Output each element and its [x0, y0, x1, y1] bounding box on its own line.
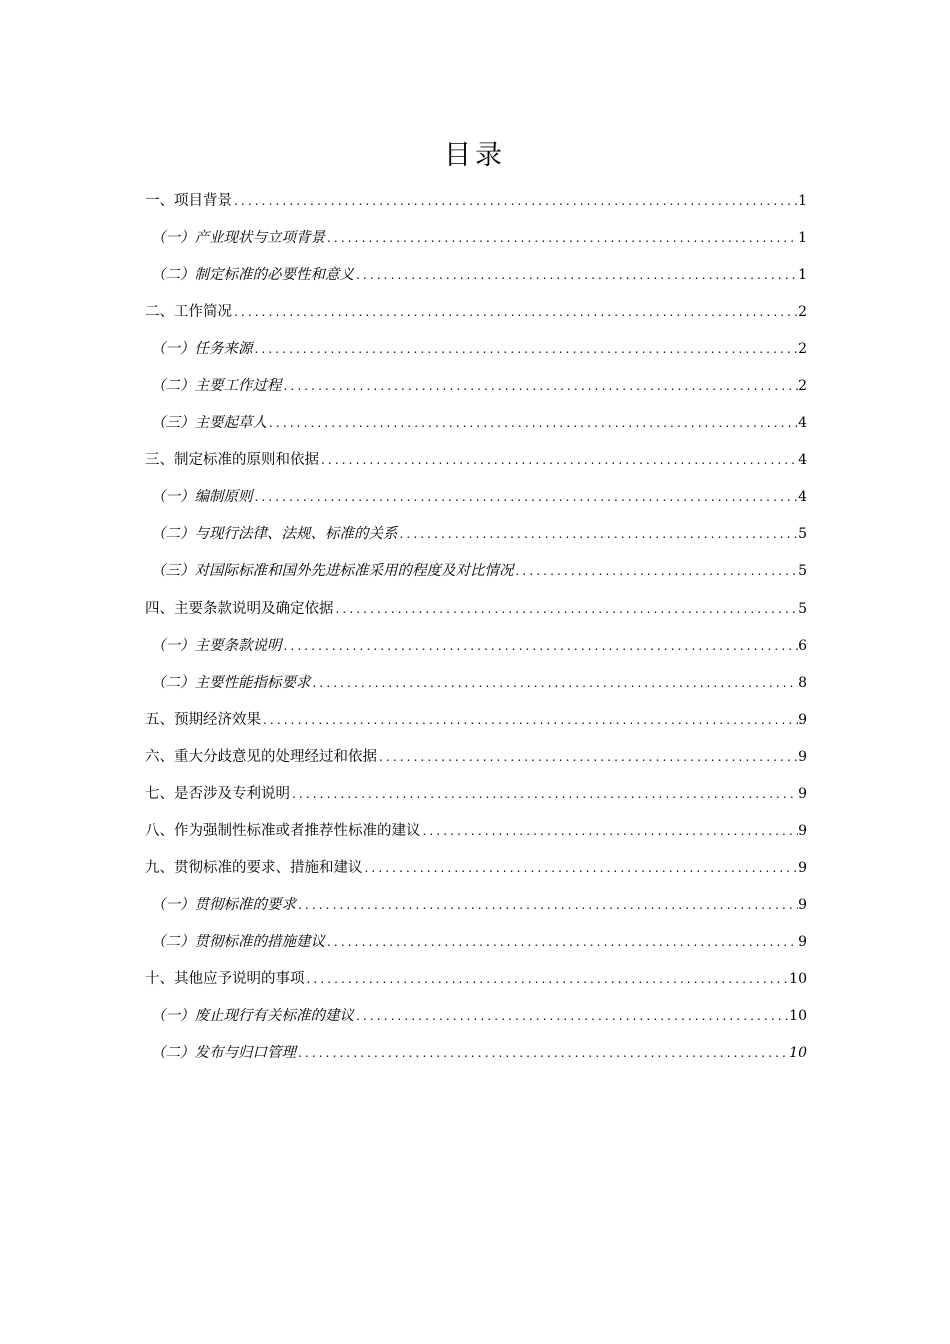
toc-entry[interactable] [145, 294, 807, 331]
toc-entry[interactable] [145, 665, 807, 702]
dot-leader [325, 220, 798, 257]
toc-entry-label: 一、项目背景 [145, 193, 232, 209]
toc-page-number: 4 [798, 415, 807, 432]
toc-entry[interactable] [145, 368, 807, 405]
toc-entry-label: （一）贯彻标准的要求 [151, 896, 296, 913]
toc-entry-label: （二）发布与归口管理 [151, 1045, 296, 1062]
toc-page-number: 5 [798, 526, 807, 543]
toc-entry[interactable] [145, 591, 807, 628]
toc-page-number: 8 [798, 674, 807, 691]
toc-page-number: 2 [798, 341, 807, 358]
dot-leader [253, 479, 799, 516]
toc-entry-label: （一）任务来源 [151, 341, 253, 358]
toc-entry-label: 六、重大分歧意见的处理经过和依据 [145, 748, 377, 765]
toc-entry[interactable] [145, 813, 807, 850]
toc-entry[interactable] [145, 479, 807, 516]
toc-page-number: 1 [798, 193, 807, 209]
toc-entry[interactable] [145, 553, 807, 590]
toc-page-number: 2 [798, 378, 807, 395]
toc-entry-label: （二）制定标准的必要性和意义 [151, 267, 354, 284]
toc-entry-label: （一）编制原则 [151, 489, 253, 506]
toc-page-number: 9 [798, 711, 807, 728]
dot-leader [363, 850, 799, 887]
dot-leader [296, 887, 798, 924]
toc-entry-label: （一）产业现状与立项背景 [151, 230, 325, 247]
dot-leader [319, 442, 798, 479]
toc-page-number: 10 [789, 970, 807, 987]
dot-leader [514, 553, 799, 590]
dot-leader [354, 998, 789, 1035]
dot-leader [377, 739, 798, 776]
toc-page-number: 5 [798, 563, 807, 580]
toc-entry-label: （二）主要工作过程 [151, 378, 282, 395]
dot-leader [282, 368, 799, 405]
toc-page-number: 10 [789, 1045, 807, 1062]
table-of-contents [145, 183, 807, 1072]
dot-leader [334, 591, 799, 628]
toc-entry[interactable] [145, 220, 807, 257]
toc-entry[interactable] [145, 628, 807, 665]
toc-entry[interactable] [145, 998, 807, 1035]
dot-leader [311, 665, 799, 702]
dot-leader [282, 628, 799, 665]
dot-leader [305, 961, 790, 998]
toc-entry-label: 四、主要条款说明及确定依据 [145, 600, 334, 617]
dot-leader [421, 813, 799, 850]
toc-title: 目录 [444, 140, 506, 171]
toc-entry[interactable] [145, 442, 807, 479]
toc-page-number: 6 [798, 637, 807, 654]
dot-leader [296, 1035, 789, 1072]
toc-entry-label: 五、预期经济效果 [145, 711, 261, 728]
toc-entry-label: （二）贯彻标准的措施建议 [151, 933, 325, 950]
toc-entry[interactable] [145, 405, 807, 442]
dot-leader [398, 516, 799, 553]
toc-page-number: 1 [798, 267, 807, 284]
toc-entry[interactable] [145, 961, 807, 998]
toc-entry[interactable] [145, 887, 807, 924]
toc-page-number: 9 [798, 822, 807, 839]
toc-page-number: 9 [798, 785, 807, 802]
dot-leader [232, 183, 798, 220]
toc-entry[interactable] [145, 183, 807, 220]
toc-page-number: 9 [798, 896, 807, 913]
toc-page-number: 1 [798, 230, 807, 247]
toc-page-number: 4 [798, 489, 807, 506]
toc-entry[interactable] [145, 739, 807, 776]
toc-entry[interactable] [145, 516, 807, 553]
toc-entry[interactable] [145, 331, 807, 368]
toc-page-number: 4 [798, 452, 807, 469]
toc-page-number: 9 [798, 933, 807, 950]
toc-entry[interactable] [145, 702, 807, 739]
toc-entry[interactable] [145, 924, 807, 961]
toc-page-number: 9 [798, 748, 807, 765]
toc-entry-label: 九、贯彻标准的要求、措施和建议 [145, 859, 363, 876]
dot-leader [290, 776, 798, 813]
toc-entry-label: 二、工作简况 [145, 304, 232, 321]
dot-leader [232, 294, 798, 331]
toc-entry[interactable] [145, 850, 807, 887]
toc-entry[interactable] [145, 257, 807, 294]
toc-entry-label: 十、其他应予说明的事项 [145, 970, 305, 987]
dot-leader [325, 924, 798, 961]
toc-page-number: 10 [789, 1008, 807, 1025]
toc-entry-label: 八、作为强制性标准或者推荐性标准的建议 [145, 822, 421, 839]
toc-entry-label: （一）主要条款说明 [151, 637, 282, 654]
toc-page-number: 2 [798, 304, 807, 321]
toc-entry[interactable] [145, 1035, 807, 1072]
toc-page-number: 5 [798, 600, 807, 617]
dot-leader [261, 702, 798, 739]
toc-entry-label: （二）与现行法律、法规、标准的关系 [151, 526, 398, 543]
toc-page-number: 9 [798, 859, 807, 876]
dot-leader [267, 405, 798, 442]
toc-entry[interactable] [145, 776, 807, 813]
toc-entry-label: （一）废止现行有关标准的建议 [151, 1008, 354, 1025]
toc-entry-label: （三）对国际标准和国外先进标准采用的程度及对比情况 [151, 563, 514, 580]
toc-entry-label: （三）主要起草人 [151, 415, 267, 432]
toc-entry-label: 三、制定标准的原则和依据 [145, 452, 319, 469]
dot-leader [253, 331, 799, 368]
dot-leader [354, 257, 798, 294]
toc-entry-label: 七、是否涉及专利说明 [145, 785, 290, 802]
toc-entry-label: （二）主要性能指标要求 [151, 674, 311, 691]
